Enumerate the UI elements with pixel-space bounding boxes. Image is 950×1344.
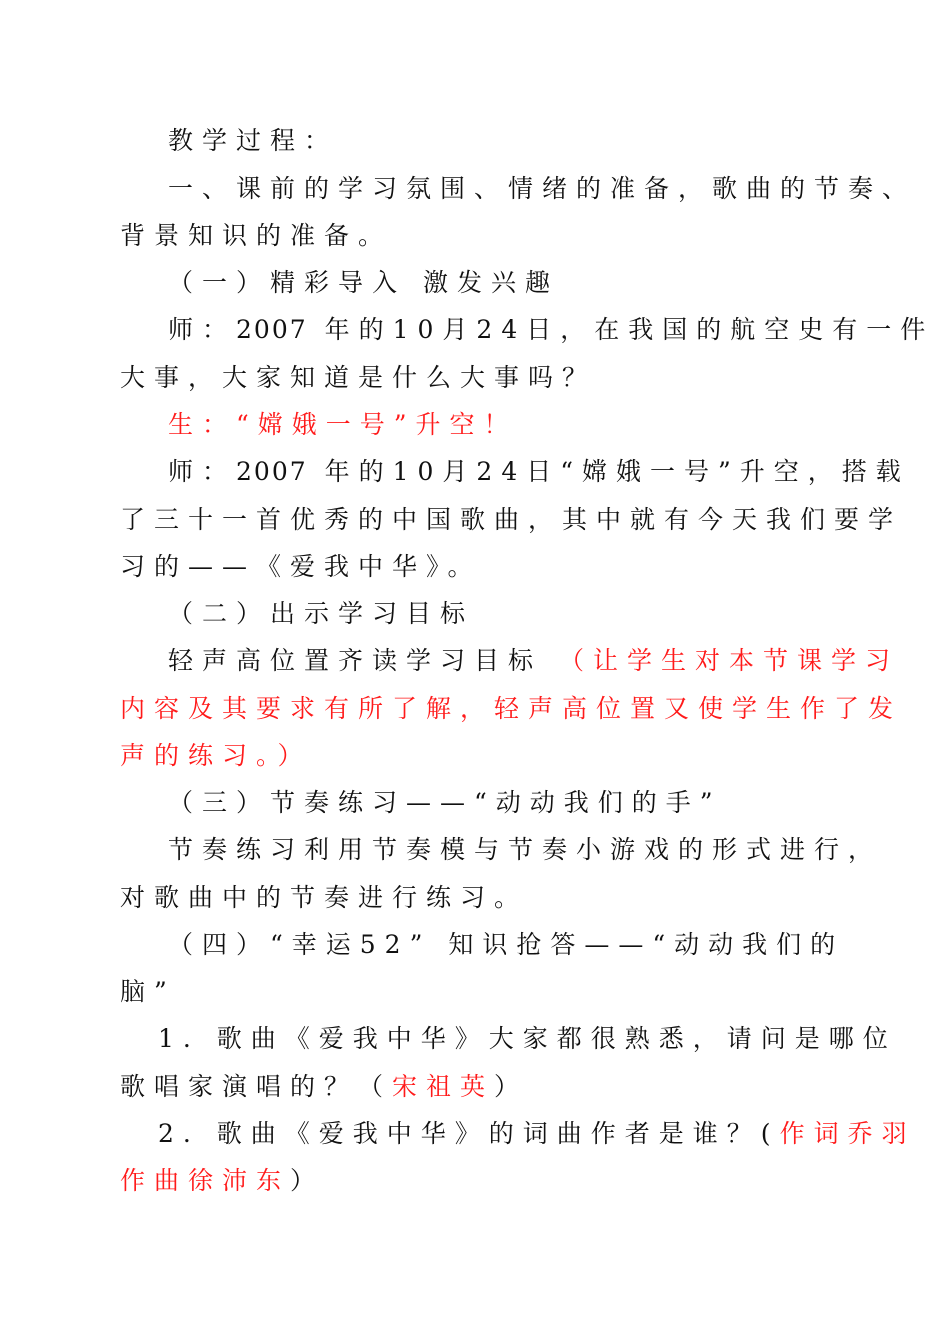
- speaker-label: 师：: [168, 315, 237, 344]
- question-1-line: [120, 1070, 840, 1104]
- paragraph-text: ）: [290, 1166, 325, 1195]
- paragraph-text: 年的: [324, 457, 393, 486]
- section-heading-1: （一）精彩导入 激发兴趣: [168, 268, 559, 297]
- answer-text: 宋祖英: [392, 1072, 495, 1101]
- paragraph-text: 歌唱家演唱的？（: [120, 1072, 393, 1101]
- paragraph-line: 一、课前的学习氛围、情绪的准备，歌曲的节奏、: [168, 174, 917, 203]
- paragraph-text: ）: [494, 1072, 529, 1101]
- paragraph-line: [168, 455, 910, 489]
- question-2-line: [120, 1164, 840, 1198]
- speaker-label: 师：: [168, 457, 237, 486]
- answer-text: 作词乔羽: [779, 1119, 916, 1148]
- paragraph-line: 节奏练习利用节奏模与节奏小游戏的形式进行，: [168, 835, 883, 864]
- paragraph-line: 背景知识的准备。: [120, 221, 393, 250]
- section-heading-4: （四）“幸运52” 知识抢答——“动动我们的: [168, 930, 845, 959]
- paragraph-text: 2. 歌曲《爱我中华》的词曲作者是谁？(: [158, 1119, 780, 1148]
- question-2-line: [158, 1117, 916, 1151]
- student-answer-line: 生：“嫦娥一号”升空！: [168, 410, 518, 439]
- paragraph-text: 轻声高位置齐读学习目标: [168, 646, 543, 675]
- paragraph-line: 脑”: [120, 977, 176, 1006]
- annotation-line: 声的练习。）: [120, 741, 312, 770]
- annotation-text: （让学生对本节课学习: [558, 646, 899, 675]
- paragraph-line: 了三十一首优秀的中国歌曲，其中就有今天我们要学: [120, 505, 903, 534]
- paragraph-text: 10月24日“嫦娥一号”升空，搭载: [392, 457, 910, 486]
- answer-text: 作曲徐沛东: [120, 1166, 291, 1195]
- annotation-line: 内容及其要求有所了解，轻声高位置又使学生作了发: [120, 694, 903, 723]
- paragraph-text: 年的: [324, 315, 393, 344]
- year-text: 2007: [236, 315, 308, 344]
- year-text: 2007: [236, 457, 308, 486]
- paragraph-line: 习的——《爱我中华》。: [120, 552, 482, 581]
- paragraph-line: [168, 644, 899, 678]
- paragraph-line: 对歌曲中的节奏进行练习。: [120, 883, 529, 912]
- paragraph-line: 大事，大家知道是什么大事吗？: [120, 363, 597, 392]
- section-heading-2: （二）出示学习目标: [168, 599, 475, 628]
- paragraph-text: 10月24日，在我国的航空史有一件: [392, 315, 935, 344]
- paragraph-line: [168, 313, 935, 347]
- section-heading-3: （三）节奏练习——“动动我们的手”: [168, 788, 722, 817]
- heading-teaching-process: 教学过程：: [168, 126, 339, 155]
- question-1-line: 1. 歌曲《爱我中华》大家都很熟悉，请问是哪位: [158, 1024, 897, 1053]
